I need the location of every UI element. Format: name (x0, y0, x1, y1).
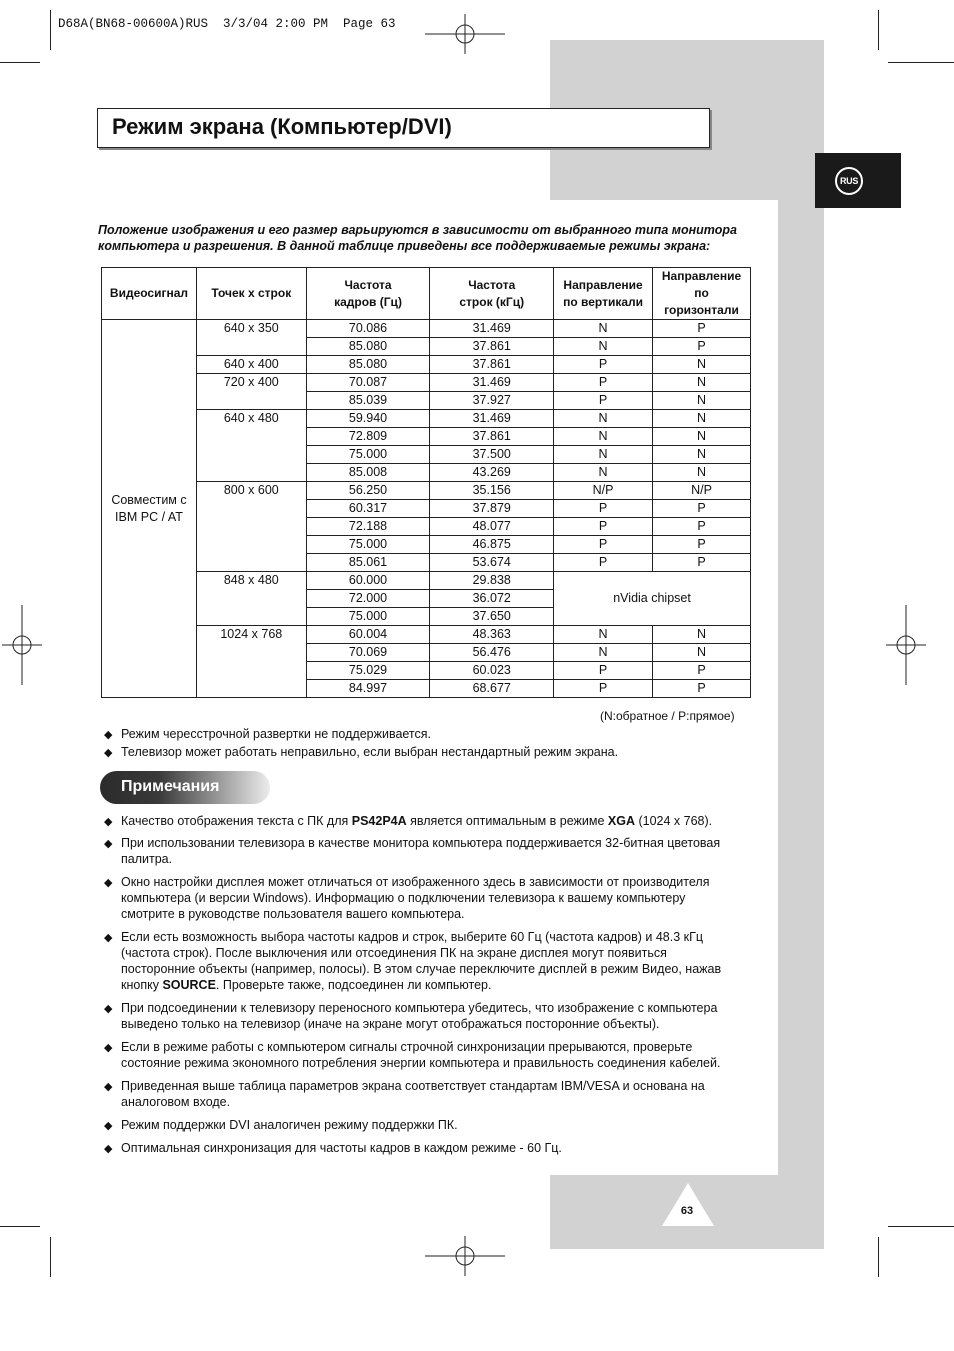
hdir-cell: N (653, 464, 751, 482)
hdir-cell: P (653, 500, 751, 518)
hdir-cell: P (653, 338, 751, 356)
nvidia-cell: nVidia chipset (554, 572, 751, 626)
header-hfreq: Частота строк (кГц) (430, 268, 554, 320)
diamond-bullet-icon: ◆ (104, 1120, 113, 1132)
crop-mark (50, 10, 51, 50)
hdir-cell: N (653, 428, 751, 446)
table-row (102, 626, 751, 644)
vfreq-cell: 60.317 (306, 500, 430, 518)
language-badge: RUS (835, 167, 863, 195)
table-row (102, 356, 751, 374)
diamond-bullet-icon: ◆ (104, 838, 113, 850)
note-5: При подсоединении к телевизору переносного компьютера убедитесь, что изображение с компьютера выведено только на телевизор (иначе на экране могут отображаться посторонние объекты). (121, 1001, 718, 1031)
vfreq-cell: 85.080 (306, 338, 430, 356)
vfreq-cell: 84.997 (306, 680, 430, 698)
hfreq-cell: 37.927 (430, 392, 554, 410)
header-dots: Точек х строк (196, 268, 306, 320)
header-signal: Видеосигнал (102, 268, 197, 320)
resolution-cell: 640 x 400 (196, 356, 306, 374)
header-hdir: Направление по горизонтали (653, 268, 751, 320)
vdir-cell: P (554, 518, 653, 536)
signal-cell: Совместим с IBM PC / AT (102, 320, 197, 698)
hfreq-cell: 36.072 (430, 590, 554, 608)
vdir-cell: N (554, 410, 653, 428)
note-9: Оптимальная синхронизация для частоты кадров в каждом режиме - 60 Гц. (121, 1141, 562, 1155)
diamond-bullet-icon: ◆ (104, 877, 113, 889)
hfreq-cell: 35.156 (430, 482, 554, 500)
hfreq-cell: 37.861 (430, 428, 554, 446)
hfreq-cell: 37.500 (430, 446, 554, 464)
note-1: Качество отображения текста с ПК для PS42P4A является оптимальным в режиме XGA (1024 x 768). (121, 814, 713, 828)
resolution-cell: 848 x 480 (196, 572, 306, 626)
resolution-cell: 640 x 350 (196, 320, 306, 356)
vdir-cell: N (554, 644, 653, 662)
vdir-cell: N (554, 446, 653, 464)
hfreq-cell: 29.838 (430, 572, 554, 590)
hfreq-cell: 37.861 (430, 338, 554, 356)
hdir-cell: P (653, 662, 751, 680)
diamond-bullet-icon: ◆ (104, 747, 113, 759)
vfreq-cell: 85.039 (306, 392, 430, 410)
vdir-cell: P (554, 536, 653, 554)
hdir-cell: N/P (653, 482, 751, 500)
gray-band-right (778, 40, 824, 1176)
vfreq-cell: 75.000 (306, 536, 430, 554)
vdir-cell: P (554, 392, 653, 410)
vdir-cell: N (554, 428, 653, 446)
hfreq-cell: 31.469 (430, 374, 554, 392)
hfreq-cell: 68.677 (430, 680, 554, 698)
table-row (102, 374, 751, 392)
diamond-bullet-icon: ◆ (104, 816, 113, 828)
page-number: 63 (680, 1205, 694, 1217)
resolution-cell: 1024 x 768 (196, 626, 306, 698)
hfreq-cell: 37.650 (430, 608, 554, 626)
hdir-cell: P (653, 554, 751, 572)
vfreq-cell: 75.029 (306, 662, 430, 680)
crop-mark (878, 1237, 879, 1277)
vfreq-cell: 72.188 (306, 518, 430, 536)
note-6: Если в режиме работы с компьютером сигналы строчной синхронизации прерываются, проверьте состояние режима экономного потребления энергии компьютера и правильность соединения кабелей. (121, 1040, 721, 1070)
diamond-bullet-icon: ◆ (104, 932, 113, 944)
crop-mark (878, 10, 879, 50)
crop-mark (0, 62, 40, 63)
vdir-cell: P (554, 356, 653, 374)
hdir-cell: P (653, 680, 751, 698)
vfreq-cell: 85.061 (306, 554, 430, 572)
intro-text: Положение изображения и его размер варьируются в зависимости от выбранного типа монитора компьютера и разрешения. В данной таблице приведены все поддерживаемые режимы экрана: (98, 223, 737, 253)
note-2: При использовании телевизора в качестве монитора компьютера поддерживается 32-битная цветовая палитра. (121, 836, 721, 866)
table-row (102, 410, 751, 428)
hfreq-cell: 31.469 (430, 320, 554, 338)
hfreq-cell: 56.476 (430, 644, 554, 662)
vfreq-cell: 85.080 (306, 356, 430, 374)
vdir-cell: N (554, 626, 653, 644)
vdir-cell: P (554, 374, 653, 392)
registration-mark-right (886, 605, 926, 685)
vfreq-cell: 72.000 (306, 590, 430, 608)
hfreq-cell: 43.269 (430, 464, 554, 482)
resolution-cell: 640 x 480 (196, 410, 306, 482)
hdir-cell: P (653, 536, 751, 554)
crop-mark (50, 1237, 51, 1277)
vdir-cell: N/P (554, 482, 653, 500)
bullet-text: Телевизор может работать неправильно, если выбран нестандартный режим экрана. (121, 745, 619, 759)
crop-mark (888, 1226, 954, 1227)
page-title: Режим экрана (Компьютер/DVI) (112, 114, 452, 139)
note-8: Режим поддержки DVI аналогичен режиму поддержки ПК. (121, 1118, 458, 1132)
hdir-cell: N (653, 644, 751, 662)
vdir-cell: P (554, 662, 653, 680)
hfreq-cell: 46.875 (430, 536, 554, 554)
note-4: Если есть возможность выбора частоты кадров и строк, выберите 60 Гц (частота кадров) и 48.3 кГц (частота строк). После выключения или отсоединения ПК на экране дисплея могут появиться посторонние объекты (например, полосы). В этом случае переключите дисплей в режим Видео, нажав кнопку SOURCE. Проверьте также, подсоединен ли компьютер. (121, 930, 722, 992)
note-7: Приведенная выше таблица параметров экрана соответствует стандартам IBM/VESA и основана на аналоговом входе. (121, 1079, 705, 1109)
vfreq-cell: 70.069 (306, 644, 430, 662)
crop-mark (0, 1226, 40, 1227)
hdir-cell: N (653, 374, 751, 392)
table-row (102, 482, 751, 500)
header-vdir: Направление по вертикали (554, 268, 653, 320)
vfreq-cell: 85.008 (306, 464, 430, 482)
table-row (102, 572, 751, 590)
hdir-cell: N (653, 392, 751, 410)
hdir-cell: P (653, 518, 751, 536)
vfreq-cell: 72.809 (306, 428, 430, 446)
vfreq-cell: 56.250 (306, 482, 430, 500)
hdir-cell: N (653, 446, 751, 464)
vfreq-cell: 59.940 (306, 410, 430, 428)
display-modes-table (101, 267, 751, 698)
vdir-cell: N (554, 338, 653, 356)
note-3: Окно настройки дисплея может отличаться от изображенного здесь в зависимости от производителя компьютера (и версии Windows). Информацию о подключении телевизора к вашему компьютеру смотрите в руководстве пользователя вашего компьютера. (121, 875, 710, 921)
print-header: D68A(BN68-00600A)RUS 3/3/04 2:00 PM Page 63 (58, 17, 396, 31)
vfreq-cell: 60.000 (306, 572, 430, 590)
diamond-bullet-icon: ◆ (104, 1003, 113, 1015)
resolution-cell: 720 x 400 (196, 374, 306, 410)
resolution-cell: 800 x 600 (196, 482, 306, 572)
diamond-bullet-icon: ◆ (104, 1081, 113, 1093)
diamond-bullet-icon: ◆ (104, 729, 113, 741)
vdir-cell: N (554, 464, 653, 482)
registration-mark-left (2, 605, 42, 685)
hfreq-cell: 48.077 (430, 518, 554, 536)
vdir-cell: P (554, 500, 653, 518)
vfreq-cell: 70.087 (306, 374, 430, 392)
diamond-bullet-icon: ◆ (104, 1143, 113, 1155)
hdir-cell: P (653, 320, 751, 338)
vdir-cell: N (554, 320, 653, 338)
notes-heading: Примечания (121, 778, 220, 795)
diamond-bullet-icon: ◆ (104, 1042, 113, 1054)
polarity-legend: (N:обратное / P:прямое) (600, 709, 735, 723)
hfreq-cell: 37.861 (430, 356, 554, 374)
vdir-cell: P (554, 554, 653, 572)
table-header-row (102, 268, 751, 320)
hdir-cell: N (653, 356, 751, 374)
hfreq-cell: 48.363 (430, 626, 554, 644)
hfreq-cell: 37.879 (430, 500, 554, 518)
vfreq-cell: 75.000 (306, 446, 430, 464)
header-vfreq: Частота кадров (Гц) (306, 268, 430, 320)
vfreq-cell: 70.086 (306, 320, 430, 338)
vdir-cell: P (554, 680, 653, 698)
hdir-cell: N (653, 410, 751, 428)
table-row (102, 320, 751, 338)
hdir-cell: N (653, 626, 751, 644)
bullet-text: Режим чересстрочной развертки не поддерживается. (121, 727, 432, 741)
vfreq-cell: 60.004 (306, 626, 430, 644)
hfreq-cell: 31.469 (430, 410, 554, 428)
registration-mark-top (425, 14, 505, 54)
vfreq-cell: 75.000 (306, 608, 430, 626)
registration-mark-bottom (425, 1236, 505, 1276)
hfreq-cell: 60.023 (430, 662, 554, 680)
crop-mark (888, 62, 954, 63)
hfreq-cell: 53.674 (430, 554, 554, 572)
